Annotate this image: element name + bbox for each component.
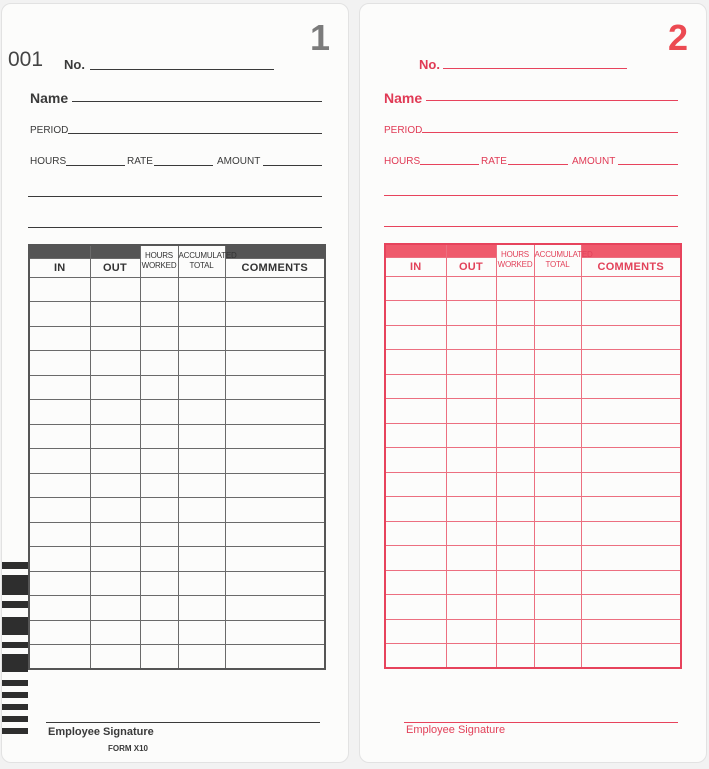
edge-mark [2,654,28,672]
accumulated-total-cell[interactable] [178,645,225,670]
in-cell[interactable] [29,375,90,400]
in-column-header: IN [29,258,90,277]
edge-mark [2,601,28,608]
hours-worked-cell[interactable] [496,448,534,473]
time-entry-row [29,571,325,596]
hours-worked-cell[interactable] [140,473,178,498]
accumulated-total-cell[interactable] [534,399,581,424]
comments-column-header: COMMENTS [225,258,325,277]
hours-worked-cell[interactable] [496,570,534,595]
form-code-label: FORM X10 [108,744,149,753]
comments-cell[interactable] [581,448,681,473]
period-field-line[interactable] [422,132,678,133]
hours-worked-cell[interactable] [496,399,534,424]
edge-mark [2,704,28,710]
out-cell[interactable] [90,326,140,351]
time-entry-row [29,620,325,645]
time-card-copy-1 [1,3,349,763]
in-cell[interactable] [29,596,90,621]
blank-line-2[interactable] [384,226,678,227]
hours-worked-cell[interactable] [496,497,534,522]
copy-number: 1 [309,17,330,58]
time-entry-row [29,326,325,351]
out-cell[interactable] [90,498,140,523]
accumulated-total-header-top: ACCUMULATED [178,251,237,261]
in-cell[interactable] [385,325,446,350]
out-cell[interactable] [90,522,140,547]
hours-field-line[interactable] [420,164,479,165]
hours-worked-cell[interactable] [496,276,534,301]
hours-worked-cell[interactable] [496,350,534,375]
employee-signature-label: Employee Signature [48,726,154,738]
accumulated-total-cell[interactable] [534,472,581,497]
accumulated-total-cell[interactable] [178,375,225,400]
hours-worked-cell[interactable] [140,596,178,621]
accumulated-total-cell[interactable] [534,570,581,595]
comments-cell[interactable] [225,400,325,425]
hours-worked-header [140,245,178,277]
hours-worked-cell[interactable] [140,498,178,523]
accumulated-total-cell[interactable] [534,325,581,350]
hours-worked-header-bottom: WORKED [141,261,177,271]
hours-worked-header-top: HOURS [501,250,529,260]
time-entry-row [29,424,325,449]
hours-worked-cell[interactable] [496,325,534,350]
out-cell[interactable] [446,472,496,497]
accumulated-total-cell[interactable] [534,374,581,399]
out-cell[interactable] [446,644,496,669]
hours-worked-cell[interactable] [140,547,178,572]
time-entry-table [28,244,326,670]
hours-label: HOURS [30,156,67,167]
blank-line-2[interactable] [28,227,322,228]
comments-cell[interactable] [581,325,681,350]
in-cell[interactable] [385,595,446,620]
in-cell[interactable] [385,619,446,644]
out-cell[interactable] [90,547,140,572]
out-cell[interactable] [446,350,496,375]
time-entry-row [29,522,325,547]
in-cell[interactable] [385,374,446,399]
accumulated-total-cell[interactable] [178,400,225,425]
in-cell[interactable] [385,301,446,326]
comments-cell[interactable] [225,351,325,376]
out-cell[interactable] [446,301,496,326]
out-cell[interactable] [446,374,496,399]
time-entry-row [385,423,681,448]
time-entry-row [29,375,325,400]
comments-cell[interactable] [581,472,681,497]
out-cell[interactable] [446,276,496,301]
edge-mark [2,562,28,569]
hours-worked-cell[interactable] [496,521,534,546]
comments-cell[interactable] [225,375,325,400]
in-cell[interactable] [29,547,90,572]
time-entry-row [29,449,325,474]
comments-cell[interactable] [581,497,681,522]
time-entry-row [385,521,681,546]
period-field-line[interactable] [68,133,322,134]
accumulated-total-cell[interactable] [534,276,581,301]
hours-worked-cell[interactable] [140,326,178,351]
out-cell[interactable] [90,400,140,425]
in-cell[interactable] [385,644,446,669]
hours-worked-cell[interactable] [140,277,178,302]
in-cell[interactable] [29,302,90,327]
out-cell[interactable] [90,645,140,670]
out-cell[interactable] [446,521,496,546]
in-cell[interactable] [385,276,446,301]
out-cell[interactable] [446,619,496,644]
edge-mark [2,575,28,595]
time-entry-row [385,374,681,399]
edge-mark [2,642,28,648]
comments-cell[interactable] [581,619,681,644]
hours-worked-cell[interactable] [496,595,534,620]
in-cell[interactable] [29,400,90,425]
hours-worked-cell[interactable] [140,522,178,547]
comments-cell[interactable] [581,350,681,375]
employee-signature-label: Employee Signature [406,724,506,736]
card-serial-number: 001 [8,48,44,71]
no-label: No. [419,57,440,72]
comments-cell[interactable] [225,522,325,547]
accumulated-total-header-bottom: TOTAL [189,261,214,271]
comments-cell[interactable] [225,277,325,302]
hours-worked-cell[interactable] [140,449,178,474]
in-cell[interactable] [385,399,446,424]
accumulated-total-cell[interactable] [178,473,225,498]
time-entry-row [29,498,325,523]
time-entry-row [29,302,325,327]
time-entry-row [385,546,681,571]
comments-cell[interactable] [225,473,325,498]
accumulated-total-cell[interactable] [178,522,225,547]
accumulated-total-cell[interactable] [534,350,581,375]
out-cell[interactable] [90,449,140,474]
in-cell[interactable] [29,620,90,645]
hours-worked-cell[interactable] [140,375,178,400]
accumulated-total-cell[interactable] [178,498,225,523]
accumulated-total-cell[interactable] [178,351,225,376]
hours-worked-cell[interactable] [140,645,178,670]
accumulated-total-cell[interactable] [534,546,581,571]
in-column-header: IN [385,257,446,276]
no-field-line[interactable] [443,68,627,69]
blank-line-1[interactable] [28,196,322,197]
in-cell[interactable] [385,570,446,595]
hours-worked-cell[interactable] [140,351,178,376]
out-cell[interactable] [90,424,140,449]
amount-field-line[interactable] [618,164,678,165]
comments-column-header: COMMENTS [581,257,681,276]
in-cell[interactable] [385,521,446,546]
time-entry-row [29,547,325,572]
header-band [225,245,325,258]
time-entry-row [29,351,325,376]
comments-cell[interactable] [581,644,681,669]
name-field-line[interactable] [72,101,322,102]
in-cell[interactable] [29,522,90,547]
accumulated-total-cell[interactable] [534,595,581,620]
out-cell[interactable] [446,595,496,620]
time-entry-row [29,645,325,670]
comments-cell[interactable] [581,595,681,620]
hours-worked-cell[interactable] [496,374,534,399]
out-cell[interactable] [446,448,496,473]
name-field-line[interactable] [426,100,678,101]
out-cell[interactable] [90,596,140,621]
edge-mark [2,680,28,686]
accumulated-total-cell[interactable] [178,277,225,302]
in-cell[interactable] [29,571,90,596]
time-entry-row [29,596,325,621]
amount-label: AMOUNT [572,156,616,167]
out-cell[interactable] [446,570,496,595]
hours-label: HOURS [384,156,421,167]
accumulated-total-cell[interactable] [534,448,581,473]
rate-field-line[interactable] [508,164,568,165]
accumulated-total-cell[interactable] [178,571,225,596]
out-cell[interactable] [90,473,140,498]
comments-cell[interactable] [581,546,681,571]
in-cell[interactable] [29,449,90,474]
out-cell[interactable] [90,302,140,327]
header-band [90,245,140,258]
in-cell[interactable] [385,546,446,571]
header-band [385,244,446,257]
edge-mark [2,617,28,635]
accumulated-total-cell[interactable] [534,497,581,522]
time-entry-row [385,276,681,301]
in-cell[interactable] [385,497,446,522]
comments-cell[interactable] [581,423,681,448]
signature-line[interactable] [404,722,678,723]
in-cell[interactable] [29,498,90,523]
accumulated-total-cell[interactable] [178,326,225,351]
time-entry-row [385,350,681,375]
comments-cell[interactable] [581,301,681,326]
comments-cell[interactable] [581,399,681,424]
in-cell[interactable] [29,473,90,498]
period-label: PERIOD [30,125,69,136]
time-entry-row [385,301,681,326]
time-entry-row [385,448,681,473]
name-label: Name [384,90,423,106]
no-label: No. [64,57,85,72]
comments-cell[interactable] [225,571,325,596]
time-entry-row [29,400,325,425]
time-entry-row [385,595,681,620]
hours-worked-cell[interactable] [496,423,534,448]
hours-worked-cell[interactable] [140,400,178,425]
accumulated-total-cell[interactable] [534,521,581,546]
comments-cell[interactable] [581,521,681,546]
comments-cell[interactable] [581,374,681,399]
copy-number: 2 [667,17,688,58]
accumulated-total-cell[interactable] [178,302,225,327]
accumulated-total-cell[interactable] [178,547,225,572]
comments-cell[interactable] [225,326,325,351]
rate-field-line[interactable] [154,165,213,166]
in-cell[interactable] [385,423,446,448]
in-cell[interactable] [385,472,446,497]
out-column-header: OUT [446,257,496,276]
comments-cell[interactable] [581,570,681,595]
rate-label: RATE [127,156,153,167]
edge-mark [2,692,28,698]
out-cell[interactable] [446,399,496,424]
in-cell[interactable] [385,350,446,375]
comments-cell[interactable] [225,498,325,523]
in-cell[interactable] [29,351,90,376]
comments-cell[interactable] [225,620,325,645]
hours-field-line[interactable] [66,165,125,166]
accumulated-total-header [178,245,237,277]
hours-worked-header-bottom: WORKED [497,260,533,270]
hours-worked-header-top: HOURS [145,251,173,261]
hours-worked-cell[interactable] [140,571,178,596]
comments-cell[interactable] [225,547,325,572]
accumulated-total-header-bottom: TOTAL [545,260,570,270]
header-band [446,244,496,257]
in-cell[interactable] [29,424,90,449]
comments-cell[interactable] [225,449,325,474]
no-field-line[interactable] [90,69,274,70]
period-label: PERIOD [384,125,423,136]
hours-worked-cell[interactable] [496,472,534,497]
accumulated-total-cell[interactable] [178,424,225,449]
out-cell[interactable] [446,497,496,522]
out-cell[interactable] [90,375,140,400]
header-band [29,245,90,258]
rate-label: RATE [481,156,507,167]
time-entry-rows [29,277,325,669]
comments-cell[interactable] [225,596,325,621]
edge-mark [2,728,28,734]
comments-cell[interactable] [225,645,325,670]
out-cell[interactable] [90,620,140,645]
time-entry-row [385,399,681,424]
hours-worked-cell[interactable] [496,644,534,669]
accumulated-total-cell[interactable] [534,301,581,326]
blank-line-1[interactable] [384,195,678,196]
time-entry-row [385,325,681,350]
accumulated-total-cell[interactable] [534,423,581,448]
comments-cell[interactable] [225,424,325,449]
hours-worked-cell[interactable] [496,546,534,571]
time-entry-row [385,619,681,644]
hours-worked-cell[interactable] [140,620,178,645]
in-cell[interactable] [29,326,90,351]
time-entry-row [29,473,325,498]
hours-worked-cell[interactable] [496,301,534,326]
time-entry-rows [385,276,681,668]
accumulated-total-cell[interactable] [534,619,581,644]
time-entry-row [385,570,681,595]
hours-worked-cell[interactable] [140,424,178,449]
in-cell[interactable] [385,448,446,473]
time-card-copy-2 [359,3,707,763]
out-cell[interactable] [446,325,496,350]
hours-worked-cell[interactable] [496,619,534,644]
accumulated-total-cell[interactable] [178,620,225,645]
header-band [581,244,681,257]
accumulated-total-header-top: ACCUMULATED [534,250,593,260]
comments-cell[interactable] [581,276,681,301]
in-cell[interactable] [29,277,90,302]
out-cell[interactable] [90,277,140,302]
out-cell[interactable] [446,546,496,571]
time-entry-row [385,497,681,522]
hours-worked-cell[interactable] [140,302,178,327]
in-cell[interactable] [29,645,90,670]
time-entry-row [29,277,325,302]
signature-line[interactable] [46,722,320,723]
time-entry-table [384,243,682,669]
out-cell[interactable] [90,351,140,376]
accumulated-total-cell[interactable] [178,596,225,621]
accumulated-total-header [534,244,593,276]
time-entry-row [385,472,681,497]
amount-label: AMOUNT [217,156,261,167]
time-entry-row [385,644,681,669]
accumulated-total-cell[interactable] [534,644,581,669]
out-cell[interactable] [446,423,496,448]
out-cell[interactable] [90,571,140,596]
name-label: Name [30,90,69,106]
amount-field-line[interactable] [263,165,322,166]
out-column-header: OUT [90,258,140,277]
edge-mark [2,716,28,722]
hours-worked-header [496,244,534,276]
accumulated-total-cell[interactable] [178,449,225,474]
comments-cell[interactable] [225,302,325,327]
